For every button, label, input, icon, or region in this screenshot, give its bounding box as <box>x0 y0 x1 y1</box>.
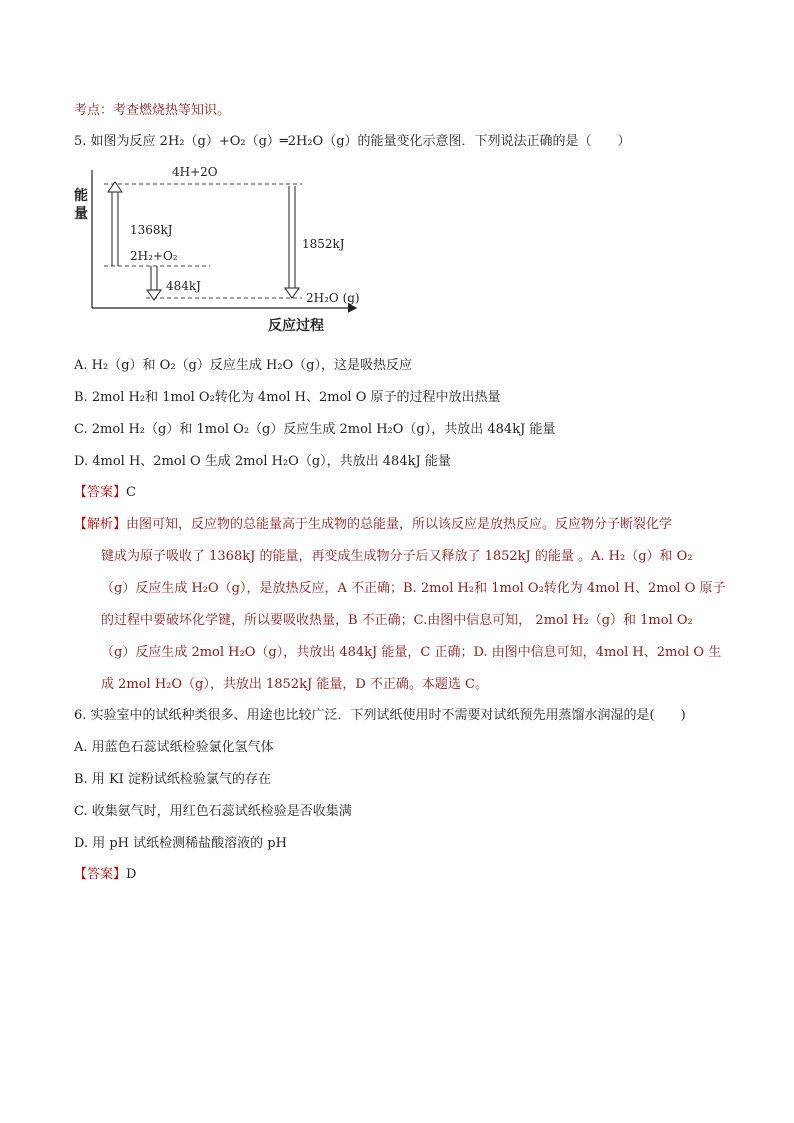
y-axis-label-2: 量 <box>74 206 88 222</box>
q5-analysis-line-4: 的过程中要破坏化学键，所以要吸收热量，B 不正确；C.由图中信息可知， 2mol H₂（g）和 1mol O₂ <box>101 613 693 628</box>
q5-analysis-line-5: （g）反应生成 2mol H₂O（g），共放出 484kJ 能量，C 正确；D. 由图中信息可知，4mol H、2mol O 生 <box>101 645 722 660</box>
q6-option-c: C. 收集氨气时，用红色石蕊试纸检验是否收集满 <box>74 804 352 819</box>
state-reactants-label: 2H₂+O₂ <box>130 249 178 263</box>
q5-option-b: B. 2mol H₂和 1mol O₂转化为 4mol H、2mol O 原子的过程中放出热量 <box>74 390 501 405</box>
energy-form-label: 1852kJ <box>302 237 345 251</box>
q5-answer <box>74 484 136 502</box>
analysis-tag: 【解析】 <box>74 517 127 532</box>
analysis-text: 由图可知，反应物的总能量高于生成物的总能量，所以该反应是放热反应。反应物分子断裂化学 <box>126 517 673 532</box>
state-atoms-label: 4H+2O <box>172 165 218 179</box>
kaodian-note: 考点：考查燃烧热等知识。 <box>74 103 231 118</box>
energy-break-label: 1368kJ <box>130 223 173 237</box>
q5-analysis-line-2: 键成为原子吸收了 1368kJ 的能量，再变成生成物分子后又释放了 1852kJ 的能量 。A. H₂（g）和 O₂ <box>101 549 693 564</box>
q5-option-a: A. H₂（g）和 O₂（g）反应生成 H₂O（g），这是吸热反应 <box>74 358 413 373</box>
state-products-label: 2H₂O (g) <box>306 291 360 305</box>
q5-analysis-line-6: 成 2mol H₂O（g），共放出 1852kJ 能量，D 不正确。本题选 C。 <box>101 677 488 692</box>
answer-value: D <box>126 867 137 882</box>
answer-tag: 【答案】 <box>74 485 127 500</box>
q5-stem <box>74 133 631 151</box>
answer-value: C <box>126 485 136 500</box>
q6-option-d: D. 用 pH 试纸检测稀盐酸溶液的 pH <box>74 836 287 851</box>
q6-answer <box>74 866 136 884</box>
arrow-down-net <box>147 266 161 300</box>
arrow-down-bond-forming <box>285 186 299 298</box>
q6-option-a: A. 用蓝色石蕊试纸检验氯化氢气体 <box>74 740 274 755</box>
q5-stem-equation: 2H₂（g）+O₂（g）═2H₂O（g） <box>159 134 358 149</box>
q5-option-d: D. 4mol H、2mol O 生成 2mol H₂O（g），共放出 484kJ 能量 <box>74 454 451 469</box>
q5-stem-suffix: 的能量变化示意图．下列说法正确的是（ ） <box>357 134 631 149</box>
x-axis-label: 反应过程 <box>268 318 324 334</box>
q6-stem: 6. 实验室中的试纸种类很多、用途也比较广泛．下列试纸使用时不需要对试纸预先用蒸馏水润湿的是( ) <box>74 708 686 723</box>
arrow-up-bond-breaking <box>108 182 122 266</box>
q5-stem-prefix: 5. 如图为反应 <box>74 134 160 149</box>
q5-analysis-line-1 <box>74 516 672 534</box>
answer-tag: 【答案】 <box>74 867 127 882</box>
energy-net-label: 484kJ <box>166 279 201 293</box>
energy-diagram <box>70 160 370 340</box>
y-axis-label-1: 能 <box>74 188 88 204</box>
q5-analysis-line-3: （g）反应生成 H₂O（g），是放热反应，A 不正确；B. 2mol H₂和 1mol O₂转化为 4mol H、2mol O 原子 <box>101 581 726 596</box>
q5-option-c: C. 2mol H₂（g）和 1mol O₂（g）反应生成 2mol H₂O（g），共放出 484kJ 能量 <box>74 422 556 437</box>
q6-option-b: B. 用 KI 淀粉试纸检验氯气的存在 <box>74 772 271 787</box>
